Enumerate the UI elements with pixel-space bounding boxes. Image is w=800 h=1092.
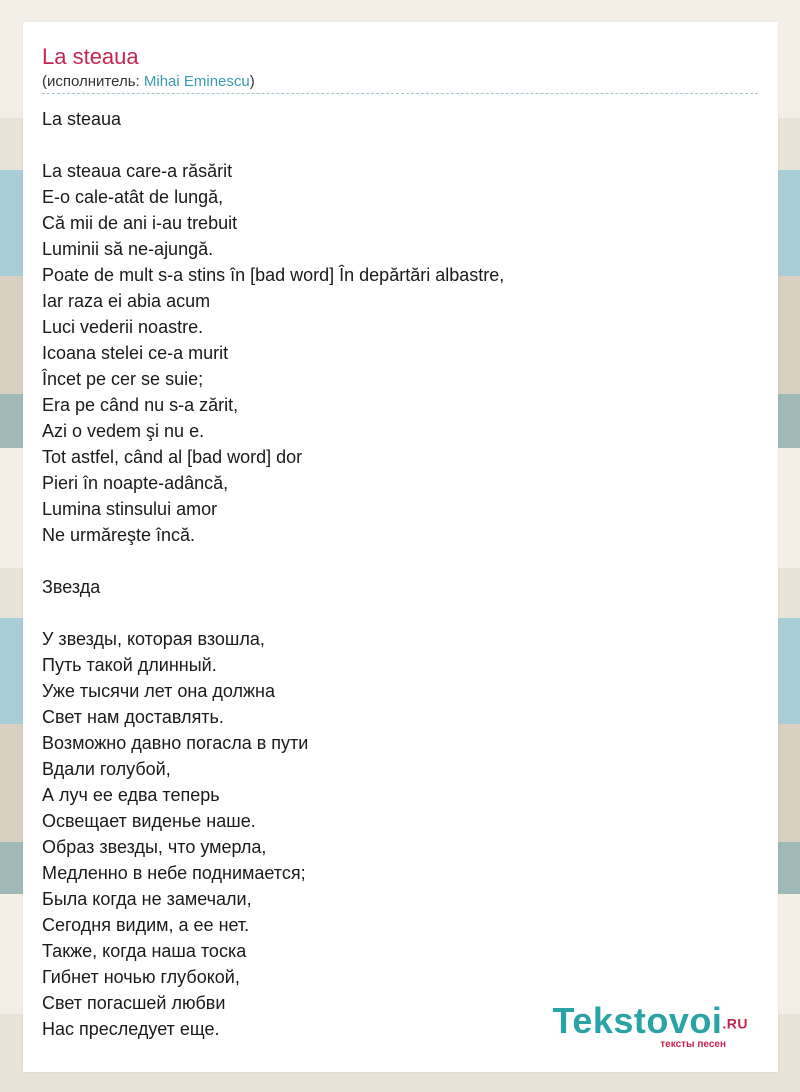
- lyric-line: Ne urmăreşte încă.: [42, 525, 196, 545]
- performer-prefix: (исполнитель:: [42, 73, 144, 90]
- artist-link[interactable]: Mihai Eminescu: [143, 73, 250, 90]
- lyric-line: [42, 548, 758, 574]
- performer-suffix: ): [249, 73, 255, 90]
- lyric-line: Tot astfel, când al [bad word] dor: [42, 447, 303, 467]
- lyric-line: А луч ее едва теперь: [42, 785, 220, 805]
- logo-tagline: тексты песен: [660, 1039, 726, 1050]
- title-divider: [42, 93, 758, 94]
- lyric-line: Poate de mult s-a stins în [bad word] În depărtări albastre,: [42, 265, 505, 285]
- lyric-line: Că mii de ani i-au trebuit: [42, 213, 238, 233]
- lyric-line: Сегодня видим, а ее нет.: [42, 915, 250, 935]
- lyric-line: Была когда не замечали,: [42, 889, 252, 909]
- lyric-line: Свет погасшей любви: [42, 993, 226, 1013]
- song-title: La steaua: [42, 44, 139, 69]
- lyric-line: E-o cale-atât de lungă,: [42, 187, 224, 207]
- lyric-line: Освещает виденье наше.: [42, 811, 256, 831]
- site-logo[interactable]: [552, 999, 749, 1050]
- lyric-line: Свет нам доставлять.: [42, 707, 224, 727]
- lyric-line: Образ звезды, что умерла,: [42, 837, 267, 857]
- lyric-line: У звезды, которая взошла,: [42, 629, 265, 649]
- lyric-line: Icoana stelei ce-a murit: [42, 343, 229, 363]
- lyric-line: Путь такой длинный.: [42, 655, 217, 675]
- lyric-line: Гибнет ночью глубокой,: [42, 967, 240, 987]
- lyric-line: Возможно давно погасла в пути: [42, 733, 309, 753]
- lyric-line: Era pe când nu s-a zărit,: [42, 395, 239, 415]
- logo-name: Tekstovoi: [552, 999, 723, 1041]
- lyric-line: Медленно в небе поднимается;: [42, 863, 306, 883]
- lyric-line: Luci vederii noastre.: [42, 317, 204, 337]
- lyric-line: Вдали голубой,: [42, 759, 171, 779]
- lyric-line: Уже тысячи лет она должна: [42, 681, 275, 701]
- lyric-line: Нас преследует еще.: [42, 1019, 220, 1039]
- lyric-line: [42, 600, 758, 626]
- lyric-line: Iar raza ei abia acum: [42, 291, 211, 311]
- lyric-line: Звезда: [42, 577, 101, 597]
- lyric-line: [42, 132, 758, 158]
- lyrics-text: [42, 106, 758, 1042]
- logo-domain: .RU: [722, 1015, 748, 1031]
- performer-line: [42, 73, 255, 90]
- lyric-line: Azi o vedem şi nu e.: [42, 421, 205, 441]
- lyric-line: Pieri în noapte-adâncă,: [42, 473, 229, 493]
- lyric-line: Luminii să ne-ajungă.: [42, 239, 214, 259]
- lyric-line: Также, когда наша тоска: [42, 941, 247, 961]
- lyric-line: Lumina stinsului amor: [42, 499, 218, 519]
- lyrics-card: [23, 22, 778, 1072]
- lyric-line: La steaua: [42, 109, 122, 129]
- lyric-line: Încet pe cer se suie;: [42, 369, 204, 389]
- lyric-line: La steaua care-a răsărit: [42, 161, 233, 181]
